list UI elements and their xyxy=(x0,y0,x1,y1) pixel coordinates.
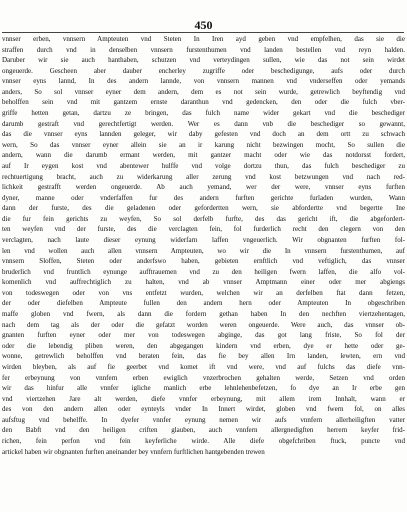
text-line: wonne, getrewlich beholffen vnd beraten fein, das fie bey allen Irn landen, lewten, ern vnd xyxy=(2,352,405,361)
page-number: 450 xyxy=(194,18,213,32)
text-line: aufsftug vnd behelffe. In dyefer vnnfer eynung nemen wir aufs vnnfern allerheiligften vatter xyxy=(2,415,405,424)
text-line: rechtuertigung bracht, auch zu widerkarung aller zerung vnd kost betzwungen vnd nach red- xyxy=(2,172,405,181)
text-line: des von den andern allen oder eynteyls vnder In Innert wirdet, globen vnd fwern fol, on alles xyxy=(2,405,405,414)
text-line: vnnsern Sloffen, Steten oder anderfswo haben, gebieten ernftlich vnd veftiglich, das vnnser xyxy=(2,257,405,266)
text-line: wir das hinfur alle vnnfer igliche manlich erbe lehnlehenbefetzen, fo dye an Ir erbe gen xyxy=(2,384,405,393)
text-line: komenlich vnd auffrechtiglich zu halten, vnd ab vnnser Amptmann einer oder mer abgiengs xyxy=(2,278,405,287)
text-line: von todeswegen oder von vns entfetzt wurden, welchen wir an derfelben ftat dann fetzen, xyxy=(2,288,405,297)
body-text xyxy=(2,34,405,457)
text-line: straffen durch vnd in denselben vnnsern furstenthumen vnd landen bestellen vnd reyn halden. xyxy=(2,45,405,54)
text-line: den Babft vnd den heiligen criften glauben, auch vnnfern allergnedigften herrern keyfer frid- xyxy=(2,426,405,435)
text-line: anders, So sol vnnser eyner dem andern, dem es not sein wurde, getrewlich beyftendig vnd xyxy=(2,87,405,96)
text-line: dyner, manne oder vnderfaffen fur des andern furften gerichte furladen wurden, Wann xyxy=(2,193,405,202)
header-rule xyxy=(2,32,404,33)
text-line: oder die lebendig pliben weren, den abgegangen kindern vnd erben, dye er hette oder ge- xyxy=(2,341,405,350)
text-line: auf Ir eygen kost vnd abentewer hulffe vnd volge dortzu thun, das fulch beschediger zu xyxy=(2,161,405,170)
text-line: gnanten furften eyner oder mer von todeswegen abginge, das got lang friste, So fol der xyxy=(2,331,405,340)
text-line: andern, wann die darumb ermant werden, mit gantzer macht oder wie das notdorsst fordert, xyxy=(2,151,405,160)
text-line: vnd viertzehen Jare alt werden, diefe vnnfer erbeynung, mit allem irem Innhalt, wann er xyxy=(2,394,405,403)
text-line: fer erbeynung von vnnfern erben ewiglich vnzerbrochen gehalten werde, Setzen vnd orden xyxy=(2,373,405,382)
text-line: wirden bleyben, als auf fie geerbet vnd komet ift vnd were, vnd auf fulchs das diefe vnn- xyxy=(2,362,405,371)
text-line: das die vnnser eyns lannden geleger, wir daby gefesten vnd doch an dem ortt zu schwach xyxy=(2,130,405,139)
text-line: vnnser erben, vnnsern Ampteuten vnd Steten In Iren ayd geben vnd empfelhen, das sie die xyxy=(2,35,405,43)
text-line: dann der furste, des die geladenen oder gefordertten wern, sie abfordertte vnd begertte Ine xyxy=(2,204,405,213)
text-line: vnnser eyns lannd, In des andern lannde, von vnnsern mannen vnd vnderseffen oder yemands xyxy=(2,77,405,86)
text-line: Daruber wir sie auch hanthaben, schutzen vnd verteydingen sullen, wie das not sein wirdet xyxy=(2,56,405,65)
text-line: der oder diefelben Ampteute fullen den andern hern oder Ampteuten In obgeschriben xyxy=(2,299,405,308)
text-line: lichkeit gestrafft werden ongeuerde. Ab auch yemand, wer der were, vnnser eyns furften xyxy=(2,183,405,192)
text-line: griffe hetten getan, dartzu ze bringen, das fulch name wider gekart vnd die beschediger xyxy=(2,109,405,118)
text-line: bruderlich vnd fruntlich eynunge aufftrauemen vnd zu den heiligen fwern laffen, die alfo vol- xyxy=(2,267,405,276)
text-line: nach dem tag als der oder die gefatzt worden weren ongeuerde. Were auch, das vnnser ob- xyxy=(2,320,405,329)
text-line: die fur fein gerichts zu weyfen, So sol derfelb furfte, des das gericht ift, die abgefordert- xyxy=(2,214,405,223)
text-line: beholffen sein vnd mit gantzem ernste daranthun vnd gedencken, den oder die fulch vber- xyxy=(2,98,405,107)
text-line: artickel haben wir obgnanten furften aneinander bey vnnfern furftlichen hantgebenden trewen xyxy=(2,447,265,456)
text-line: richen, fein perfon vnd fein keyferliche wirde. Alle diefe obgefchriben ftuck, puncte vnd xyxy=(2,436,405,445)
text-line: maffe globen vnd fwern, als dann die fordern gethan haben In den nechften viertzehentagen, xyxy=(2,310,405,319)
text-line: darumb gestraft vnd gerechtfertigt werden. Wer es dann vnb die beschediger so gewannt, xyxy=(2,119,405,128)
text-line: ten weyfen vnd der furste, des die verclagten fein, fol furderlich recht den clegern von den xyxy=(2,225,405,234)
text-line: verclagten, nach laute dieser eynung widerfarn laffen vngeuerlich. Wir obgnanten furften fol- xyxy=(2,235,405,244)
text-line: ongeuerde. Gescheen aber dauber encherley zugriffe oder beschedigunge, aufs oder durch xyxy=(2,66,405,75)
text-line: wern, So das vnnser eyner allein sie an ir karung nicht bezwingen mocht, So sullen die xyxy=(2,140,405,149)
text-line: len vnd wollen auch allen vnnsern Ampteuten, wo wir die In vnnsern furstenthumen, auf xyxy=(2,246,405,255)
